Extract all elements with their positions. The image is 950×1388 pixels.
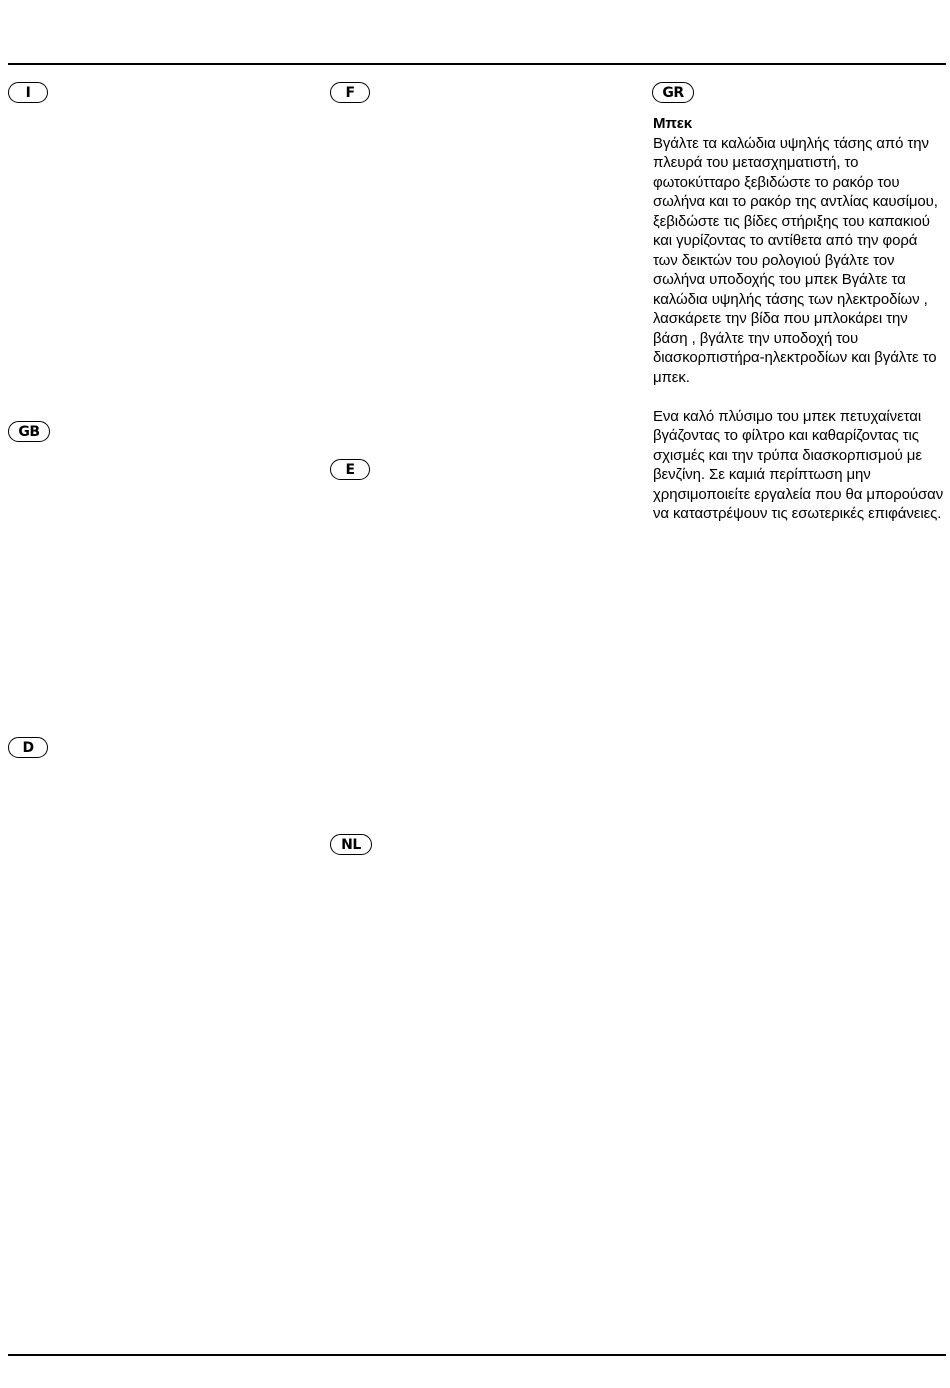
language-badge-nl: NL xyxy=(330,834,372,855)
language-badge-gb: GB xyxy=(8,421,50,442)
language-badge-fr: F xyxy=(330,82,370,103)
instruction-paragraph-1: Βγάλτε τα καλώδια υψηλής τάσης από την πλευρά του μετασχηματιστή, το φωτοκύτταρο ξεβιδώστε το ρακόρ του σωλήνα και το ρακόρ της αντλίας καυσίμου, ξεβιδώστε τις βίδες στήριξης του καπακιού και γυρίζοντας το αντίθετα από την φορά των δεικτών του ρολογιού βγάλτε τον σωλήνα υποδοχής του μπεκ Βγάλτε τα καλώδια υψηλής τάσης των ηλεκτροδίων , λασκάρετε την βίδα που μπλοκάρει την βάση , βγάλτε την υποδοχή του διασκορπιστήρα-ηλεκτροδίων και βγάλτε το μπεκ. xyxy=(653,134,938,386)
language-badge-gr: GR xyxy=(652,82,694,103)
section-title: Μπεκ xyxy=(653,115,693,132)
header-rule xyxy=(8,63,946,65)
footer-rule xyxy=(8,1354,946,1356)
instruction-paragraph-2: Ενα καλό πλύσιμο του μπεκ πετυχαίνεται βγάζοντας το φίλτρο και καθαρίζοντας τις σχισμές και την τρύπα διασκορπισμού με βενζίνη. Σε καμιά περίπτωση μην χρησιμοποιείτε εργαλεία που θα μπορούσαν να καταστρέψουν τις εσωτερικές επιφάνειες. xyxy=(653,407,944,522)
language-badge-de: D xyxy=(8,737,48,758)
language-badge-es: E xyxy=(330,459,370,480)
language-badge-it: I xyxy=(8,82,48,103)
greek-section xyxy=(653,114,945,524)
